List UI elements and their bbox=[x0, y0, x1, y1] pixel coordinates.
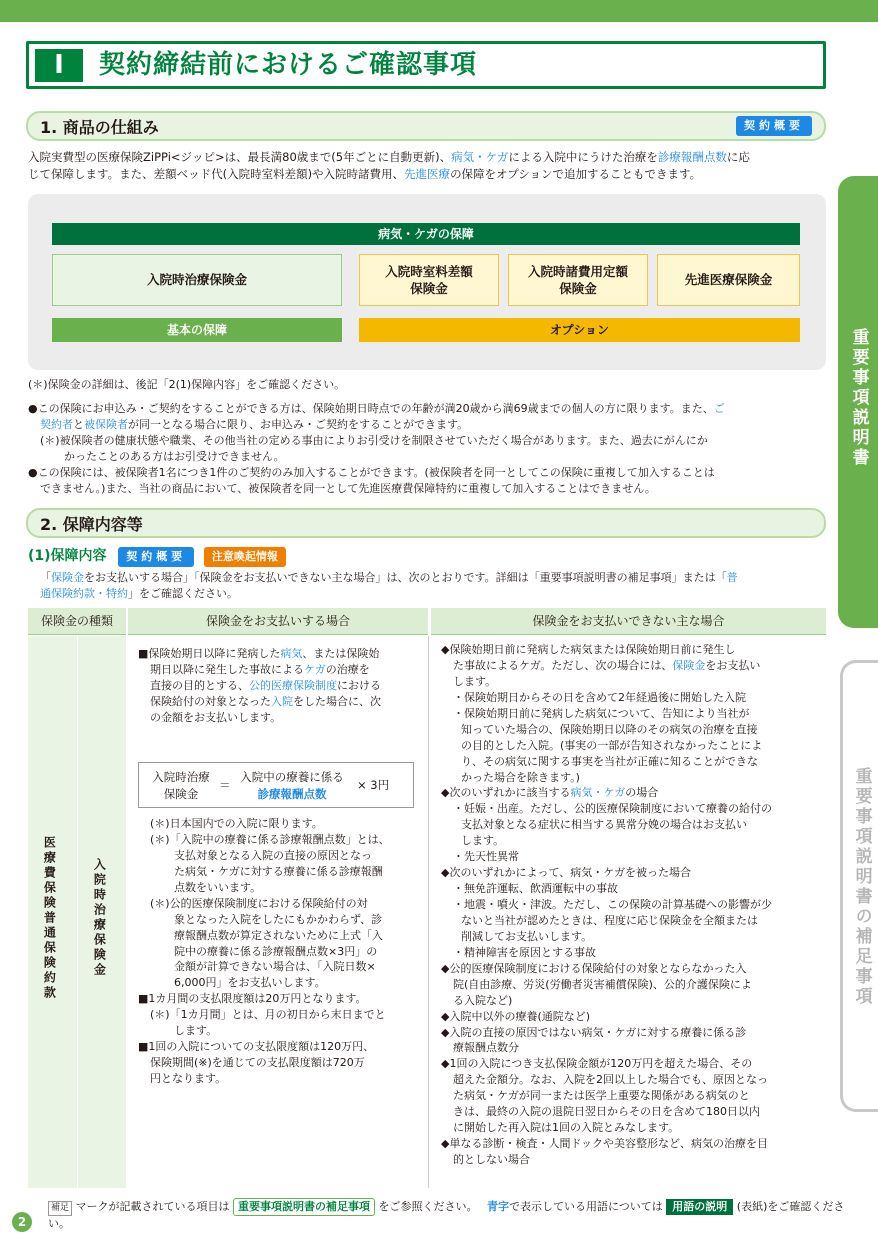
term-link-policyholder[interactable]: ご bbox=[713, 402, 725, 415]
footer-glossary-tag: 用語の説明 bbox=[666, 1199, 733, 1215]
bullet-text: ●この保険にお申込み・ご契約をすることができる方は、保険始期日時点での年齢が満20歳から満69歳までの個人の方に限ります。また、 bbox=[28, 402, 714, 415]
pay-text: 、または保険始 bbox=[302, 647, 380, 660]
no-pay-text: ◆次のいずれかに該当する bbox=[441, 786, 571, 800]
intro-text: 入院実費型の医療保険ZiPPi<ジッピ>は、最長満80歳まで(5年ごとに自動更新)、 bbox=[28, 150, 452, 164]
coverage-table bbox=[28, 608, 826, 1188]
vlabel-policy: 医療費保険普通保険約款 bbox=[42, 836, 57, 1001]
diagram-box-misc: 入院時諸費用定額 保険金 bbox=[508, 254, 648, 306]
pay-note: (＊)「1カ月間」とは、月の初日から末日までと bbox=[150, 1008, 386, 1022]
pay-note: 金額が計算できない場合は、「入院日数× bbox=[174, 960, 376, 974]
formula-right: × 3円 bbox=[357, 778, 390, 792]
term-link-illness[interactable]: 病気 bbox=[280, 647, 303, 660]
pay-note: 支払対象となる入院の直接の原因となっ bbox=[174, 848, 372, 862]
term-link-injury[interactable]: ケガ bbox=[485, 150, 509, 164]
side-tab-label: 重要事項説明書の補足事項 bbox=[851, 767, 872, 1007]
diagram-box-advanced: 先進医療保険金 bbox=[657, 254, 800, 306]
diagram-foot-option: オプション bbox=[359, 318, 800, 342]
bullet-text: できません。)また、当社の商品において、被保険者を同一として先進医療費保障特約に重複して加入することはできません。 bbox=[40, 481, 656, 495]
no-pay-sub: 知っていた場合の、保険始期日以降のその病気の治療を直接 bbox=[461, 722, 758, 736]
intro-text: じて保障します。また、差額ベッド代(入院時室料差額)や入院時諸費用、 bbox=[28, 166, 405, 181]
pay-note: 象となった入院をしたにもかかわらず、診 bbox=[174, 912, 383, 926]
col-benefit bbox=[78, 636, 126, 1188]
pay-text: 保険給付の対象となった bbox=[150, 694, 271, 708]
intro-text: に応 bbox=[726, 150, 750, 164]
note-detail: (＊)保険金の詳細は、後記「2(1)保障内容」をご確認ください。 bbox=[28, 378, 346, 391]
no-pay-sub: 削減してお支払いします。 bbox=[461, 929, 593, 943]
footer-text: (表紙)をご確認ください。 bbox=[48, 1200, 845, 1231]
benefit-formula bbox=[138, 762, 414, 808]
th-pay-cases: 保険金をお支払いする場合 bbox=[128, 608, 428, 635]
no-pay-sub: ・保険始期日前に発病した病気について、告知により当社が bbox=[453, 706, 750, 720]
formula-mid: 入院中の療養に係る bbox=[240, 770, 344, 784]
pay-paragraph bbox=[138, 646, 428, 726]
formula-equals: ＝ bbox=[219, 778, 231, 792]
pay-note: (＊)「入院中の療養に係る診療報酬点数」とは、 bbox=[150, 832, 390, 846]
col-policy bbox=[28, 636, 77, 1188]
footer bbox=[48, 1198, 858, 1232]
term-link-terms[interactable]: 通保険約款 bbox=[40, 586, 95, 600]
no-pay-item: 院(自由診療、労災(労働者災害補償保険)、公的介護保険によ bbox=[453, 977, 752, 991]
pay-text: ■保険始期日以降に発病した bbox=[138, 647, 281, 660]
footer-text: で表示している用語については bbox=[509, 1200, 663, 1213]
no-pay-item: た病気・ケガが同一または医学上重要な関係がある病気のと bbox=[453, 1089, 750, 1103]
term-link-illness[interactable]: 病気 bbox=[451, 150, 475, 164]
pay-note: 療報酬点数が算定されないために上式「入 bbox=[174, 928, 383, 942]
lead-dot: ・ bbox=[95, 586, 106, 600]
lead-text: 」をご確認ください。 bbox=[128, 586, 238, 600]
pay-notes bbox=[138, 816, 428, 1087]
col-no-pay bbox=[431, 636, 826, 1188]
section-title-text: 契約締結前におけるご確認事項 bbox=[99, 50, 478, 80]
bullet-text: ●この保険には、被保険者1名につき1件のご契約のみ加入することができます。(被保険者を同一としてこの保険に重複して加入することは bbox=[28, 465, 715, 479]
supplement-mark-icon: 補足 bbox=[48, 1201, 72, 1216]
diagram-box-room-diff: 入院時室料差額 保険金 bbox=[359, 254, 499, 306]
no-pay-item: 療報酬点数分 bbox=[453, 1041, 519, 1055]
term-link-terms[interactable]: 普 bbox=[726, 571, 738, 584]
intro-dot: ・ bbox=[474, 150, 486, 164]
term-link-rider[interactable]: 特約 bbox=[106, 586, 128, 600]
pay-note: 6,000円」をお支払いします。 bbox=[174, 976, 326, 990]
pay-note: 点数をいいます。 bbox=[174, 880, 262, 894]
pay-note: た病気・ケガに対する療養に係る診療報酬 bbox=[174, 864, 383, 878]
no-pay-item: ◆公的医療保険制度における保険給付の対象とならなかった入 bbox=[441, 961, 747, 975]
term-link-fee-points[interactable]: 診療報酬点数 bbox=[657, 150, 727, 164]
bullet-text: が同一となる場合に限り、お申込み・ご契約をすることができます。 bbox=[128, 417, 469, 431]
no-pay-list bbox=[441, 642, 825, 1168]
no-pay-item: ◆単なる診断・検査・人間ドックや美容整形など、病気の治療を目 bbox=[441, 1137, 769, 1151]
no-pay-item: に開始した再入院は1回の入院とみなします。 bbox=[453, 1121, 680, 1135]
footer-text: マークが記載されている項目は bbox=[75, 1200, 230, 1213]
no-pay-text: します。 bbox=[453, 674, 497, 688]
coverage-lead bbox=[40, 570, 830, 602]
pay-limit-stay: 保険期間(※)を通じての支払限度額は720万 bbox=[150, 1056, 365, 1070]
heading-coverage-text: 2. 保障内容等 bbox=[40, 515, 143, 534]
no-pay-sub: ・地震・噴火・津波。ただし、この保険の計算基礎への影響が少 bbox=[453, 898, 772, 911]
no-pay-item: きは、最終の入院の退院日翌日からその日を含めて180日以内 bbox=[453, 1105, 760, 1119]
bullet-note: かったことのある方はお引受けできません。 bbox=[64, 449, 285, 463]
no-pay-item: ◆入院中以外の療養(通院など) bbox=[441, 1009, 591, 1023]
formula-left: 保険金 bbox=[163, 786, 199, 801]
no-pay-sub: ・先天性異常 bbox=[453, 850, 519, 864]
no-pay-sub: かった場合を除きます。) bbox=[461, 770, 580, 784]
term-link-hospitalization[interactable]: 入院 bbox=[271, 694, 293, 708]
no-pay-sub: ・無免許運転、飲酒運転中の事故 bbox=[453, 882, 618, 896]
top-color-bar bbox=[0, 0, 878, 22]
page-number: 2 bbox=[12, 1212, 32, 1232]
vlabel-benefit: 入院時治療保険金 bbox=[92, 858, 107, 978]
heading-coverage bbox=[26, 508, 826, 538]
heading-product-structure-text: 1. 商品の仕組み bbox=[40, 118, 159, 137]
no-pay-sub: します。 bbox=[461, 834, 505, 848]
no-pay-text: の場合 bbox=[625, 786, 659, 800]
term-link-advanced-medical[interactable]: 先進医療 bbox=[404, 166, 451, 181]
no-pay-sub: ないと当社が認めたときは、程度に応じ保険金を全額または bbox=[461, 913, 758, 927]
no-pay-sub: ・保険始期日からその日を含めて2年経過後に開始した入院 bbox=[453, 690, 746, 704]
term-link-policyholder[interactable]: 契約者 bbox=[40, 417, 73, 431]
lead-text: 「 bbox=[40, 571, 51, 584]
section-title bbox=[26, 41, 826, 89]
no-pay-dot: ・ bbox=[592, 786, 604, 800]
coverage-diagram bbox=[28, 194, 826, 370]
no-pay-item: ◆1回の入院につき支払保険金額が120万円を超えた場合、その bbox=[441, 1057, 753, 1071]
no-pay-sub: の目的とした入院。(事実の一部が告知されなかったことによ bbox=[461, 738, 763, 752]
pay-text: の金額をお支払いします。 bbox=[150, 710, 282, 724]
pay-text: の治療を bbox=[325, 662, 370, 676]
no-pay-sub: り、その病気に関する事実を当社が正確に知ることができな bbox=[461, 754, 758, 768]
side-tab-important-matters[interactable] bbox=[838, 176, 878, 628]
no-pay-item: る入院など) bbox=[453, 993, 513, 1007]
footer-blue-text: 青字 bbox=[487, 1200, 510, 1213]
side-tab-supplement[interactable] bbox=[840, 660, 878, 1112]
term-link-public-insurance[interactable]: 公的医療保険制度 bbox=[249, 678, 337, 692]
no-pay-sub: 支払対象となる症状に相当する異常分娩の場合はお支払い bbox=[461, 818, 747, 832]
pay-limit-month: ■1カ月間の支払限度額は20万円となります。 bbox=[138, 992, 367, 1006]
pay-text: をした場合に、次 bbox=[293, 694, 381, 708]
term-link-fee-points[interactable]: 診療報酬点数 bbox=[257, 786, 327, 801]
no-pay-text: をお支払い bbox=[705, 658, 761, 672]
th-no-pay-cases: 保険金をお支払いできない主な場合 bbox=[431, 608, 826, 635]
badge-caution: 注意喚起情報 bbox=[204, 547, 286, 567]
no-pay-item: ◆入院の直接の原因ではない病気・ケガに対する療養に係る診 bbox=[441, 1025, 747, 1039]
eligibility-bullet bbox=[28, 401, 828, 497]
no-pay-item: ◆次のいずれかによって、病気・ケガを被った場合 bbox=[441, 866, 692, 880]
pay-limit-stay: 円となります。 bbox=[150, 1072, 227, 1085]
pay-text: 期日以降に発生した事故による bbox=[150, 662, 304, 676]
term-link-insured[interactable]: 被保険者 bbox=[84, 417, 128, 431]
coverage-subheading bbox=[28, 546, 286, 568]
heading-product-structure bbox=[26, 111, 826, 141]
pay-note: 院中の療養に係る診療報酬点数×3円」の bbox=[174, 944, 378, 958]
pay-note: します。 bbox=[174, 1024, 218, 1038]
side-tab-label: 重要事項説明書 bbox=[848, 328, 869, 468]
th-benefit-type: 保険金の種類 bbox=[28, 608, 126, 635]
intro-text: による入院中にうけた治療を bbox=[508, 150, 658, 164]
no-pay-sub: ・妊娠・出産。ただし、公的医療保険制度において療養の給付の bbox=[453, 802, 772, 816]
diagram-box-treatment: 入院時治療保険金 bbox=[52, 254, 342, 306]
bullet-note: (＊)被保険者の健康状態や職業、その他当社の定める事由によりお引受けを制限させていただく場合があります。また、過去にがんにか bbox=[40, 433, 708, 447]
pay-note: (＊)公的医療保険制度における保険給付の対 bbox=[150, 896, 368, 910]
term-link-injury[interactable]: ケガ bbox=[603, 786, 626, 800]
diagram-top-bar: 病気・ケガの保障 bbox=[52, 223, 800, 245]
footer-text: をご参照ください。 bbox=[378, 1200, 478, 1213]
diagram-foot-basic: 基本の保障 bbox=[52, 318, 342, 342]
badge-contract-summary: 契約概要 bbox=[118, 547, 194, 567]
formula-left: 入院時治療 bbox=[152, 770, 210, 784]
footer-supplement-tag: 重要事項説明書の補足事項 bbox=[233, 1198, 375, 1216]
col-pay bbox=[128, 636, 429, 1188]
no-pay-sub: ・精神障害を原因とする事故 bbox=[453, 945, 596, 959]
section-number: I bbox=[35, 49, 83, 82]
lead-text: をお支払いする場合」「保険金をお支払いできない主な場合」は、次のとおりです。詳細は「重要事項説明書の補足事項」または「 bbox=[84, 571, 727, 584]
no-pay-text: た事故によるケガ。ただし、次の場合には、 bbox=[453, 658, 673, 672]
no-pay-item: 超えた金額分。なお、入院を2回以上した場合でも、原因となっ bbox=[453, 1073, 768, 1087]
intro-text: の保障をオプションで追加することもできます。 bbox=[450, 166, 702, 181]
bullet-text: と bbox=[73, 417, 84, 431]
no-pay-item: 的としない場合 bbox=[453, 1153, 530, 1166]
subheading-text: (1)保障内容 bbox=[28, 548, 107, 564]
badge-contract-summary: 契約概要 bbox=[736, 116, 812, 136]
term-link-illness[interactable]: 病気 bbox=[570, 786, 593, 800]
term-link-benefit[interactable]: 保険金 bbox=[672, 658, 706, 672]
no-pay-item: ◆保険始期日前に発病した病気または保険始期日前に発生し bbox=[441, 643, 736, 656]
pay-text: 直接の目的とする、 bbox=[150, 678, 249, 692]
pay-note: (＊)日本国内での入院に限ります。 bbox=[150, 817, 323, 830]
pay-text: における bbox=[337, 678, 381, 692]
pay-limit-stay: ■1回の入院についての支払限度額は120万円、 bbox=[138, 1040, 375, 1054]
term-link-benefit[interactable]: 保険金 bbox=[51, 571, 84, 584]
term-link-injury[interactable]: ケガ bbox=[304, 662, 326, 676]
product-intro bbox=[28, 149, 828, 182]
